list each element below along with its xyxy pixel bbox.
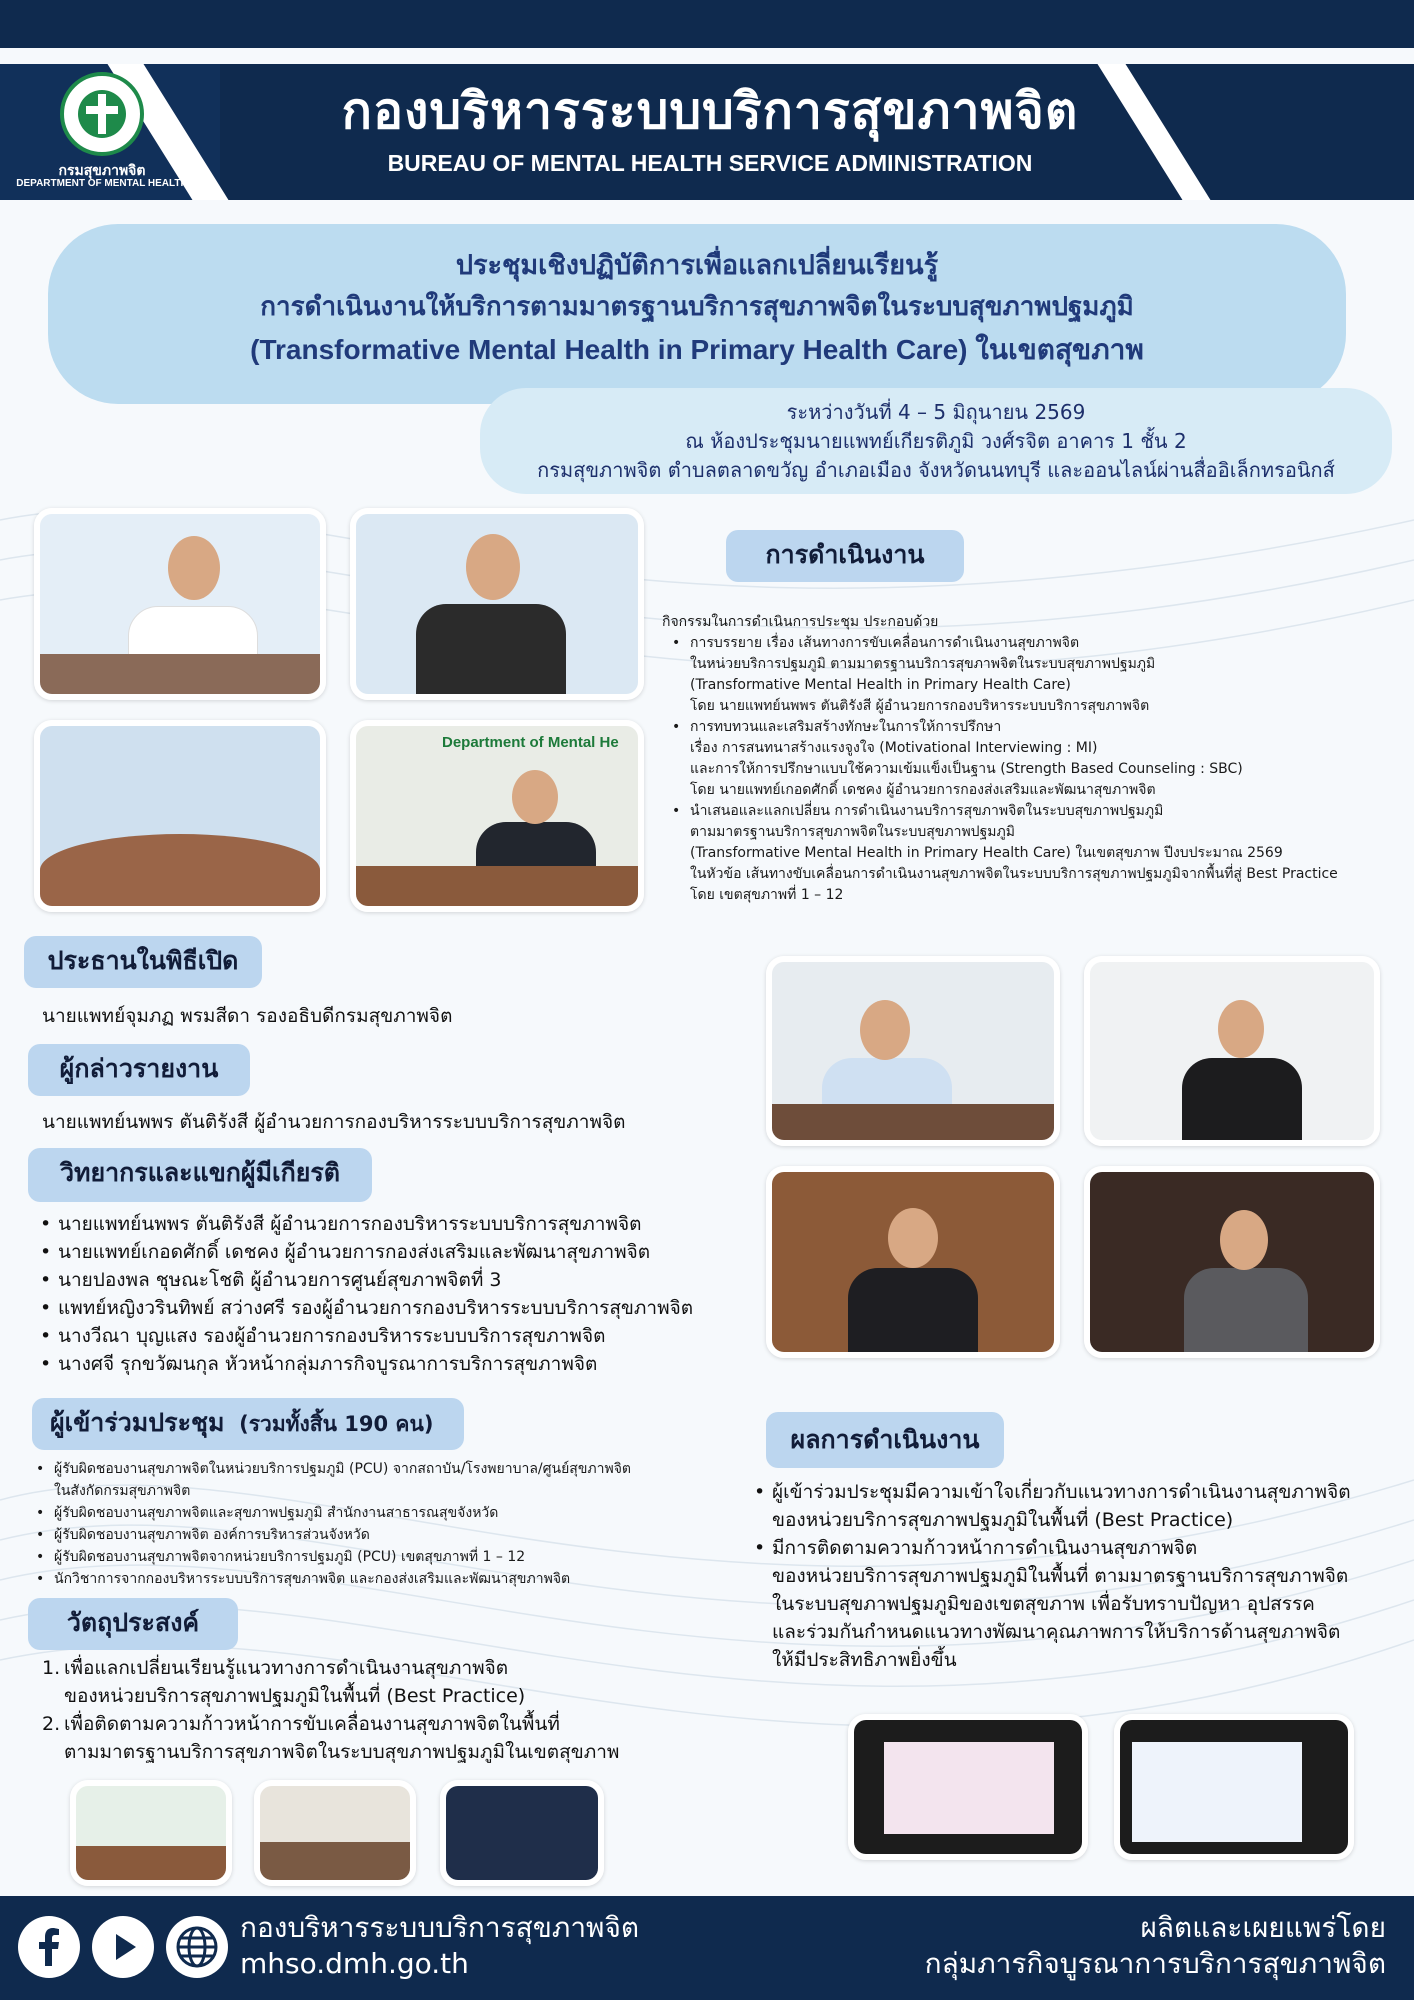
photo-speaker-2 [1084,956,1380,1146]
photo-online-slide-2 [1114,1714,1354,1860]
photo-director [350,508,644,700]
photo-bottom-meeting [70,1780,232,1886]
participant-item: • นักวิชาการจากกองบริหารระบบบริการสุขภาพจิต และกองส่งเสริมและพัฒนาสุขภาพจิต [34,1568,734,1590]
logo-label-en: DEPARTMENT OF MENTAL HEALTH [16,178,188,189]
globe-icon[interactable] [166,1916,228,1978]
logo-label-th: กรมสุขภาพจิต [58,163,146,179]
photo-speaker-3 [766,1166,1060,1358]
participant-item: • ผู้รับผิดชอบงานสุขภาพจิตจากหน่วยบริการปฐมภูมิ (PCU) เขตสุขภาพที่ 1 – 12 [34,1546,734,1568]
participants-list [34,1458,734,1590]
event-venue: ณ ห้องประชุมนายแพทย์เกียรติภูมิ วงศ์รจิต อาคาร 1 ชั้น 2 [685,429,1187,453]
meeting-title-line1: ประชุมเชิงปฏิบัติการเพื่อแลกเปลี่ยนเรียนรู้ [455,250,939,281]
operations-item: • การทบทวนและเสริมสร้างทักษะในการให้การปรึกษา เรื่อง การสนทนาสร้างแรงจูงใจ (Motivational Interviewing : MI) และการให้การปรึกษาแบบใช้ความเข้มแข็งเป็นฐาน (Strength Based Counseling : SBC) โดย นายแพทย์เกอดศักดิ์ เดชคง ผู้อำนวยการกองส่งเสริมและพัฒนาสุขภาพจิต [670,717,1402,801]
participant-item: • ผู้รับผิดชอบงานสุขภาพจิต องค์การบริหารส่วนจังหวัด [34,1524,734,1546]
photo-bottom-online [440,1780,604,1886]
photo-meeting-room [34,720,326,912]
speaker-item: • นางศจี รุกขวัฒนกุล หัวหน้ากลุ่มภารกิจบูรณาการบริการสุขภาพจิต [38,1350,778,1378]
event-date: ระหว่างวันที่ 4 – 5 มิถุนายน 2569 [786,400,1086,424]
meeting-title-line2: การดำเนินงานให้บริการตามมาตรฐานบริการสุขภาพจิตในระบบสุขภาพปฐมภูมิ [260,292,1134,322]
objectives-heading: วัตถุประสงค์ [28,1598,238,1650]
operations-item: • นำเสนอและแลกเปลี่ยน การดำเนินงานบริการสุขภาพจิตในระบบสุขภาพปฐมภูมิ ตามมาตรฐานบริการสุขภาพจิตในระบบสุขภาพปฐมภูมิ (Transformative Mental Health in Primary Health Care) ในเขตสุขภาพ ปีงบประมาณ 2569 ในหัวข้อ เส้นทางขับเคลื่อนการดำเนินงานสุขภาพจิตในระบบบริการสุขภาพปฐมภูมิจากพื้นที่สู่ Best Practice โดย เขตสุขภาพที่ 1 – 12 [670,801,1402,906]
chair-heading: ประธานในพิธีเปิด [24,936,262,988]
participants-total: (รวมทั้งสิ้น 190 คน) [239,1412,434,1436]
footer [0,1896,1414,2000]
photo-chairman [34,508,326,700]
dmh-logo-icon [60,72,144,156]
facebook-icon[interactable] [18,1916,80,1978]
top-band [0,0,1414,48]
bureau-title-th: กองบริหารระบบบริการสุขภาพจิต [341,82,1079,140]
participants-heading [32,1398,464,1450]
footer-group: กลุ่มภารกิจบูรณาการบริการสุขภาพจิต [924,1947,1386,1980]
results-heading: ผลการดำเนินงาน [766,1412,1004,1468]
chair-name: นายแพทย์จุมภฏ พรมสีดา รองอธิบดีกรมสุขภาพจิต [42,1005,453,1027]
speaker-item: • นายแพทย์เกอดศักดิ์ เดชคง ผู้อำนวยการกองส่งเสริมและพัฒนาสุขภาพจิต [38,1238,778,1266]
photo-speaker-1 [766,956,1060,1146]
participants-heading-label: ผู้เข้าร่วมประชุม [50,1408,225,1437]
speaker-item: • นางวีณา บุญแสง รองผู้อำนวยการกองบริหารระบบบริการสุขภาพจิต [38,1322,778,1350]
operations-intro: กิจกรรมในการดำเนินการประชุม ประกอบด้วย [662,614,939,630]
objective-item: 2. เพื่อติดตามความก้าวหน้าการขับเคลื่อนงานสุขภาพจิตในพื้นที่ ตามมาตรฐานบริการสุขภาพจิตในระบบสุขภาพปฐมภูมิในเขตสุขภาพ [42,1713,620,1763]
operations-heading: การดำเนินงาน [726,530,964,582]
footer-produced-by: ผลิตและเผยแพร่โดย [1140,1911,1386,1944]
bureau-title-en: BUREAU OF MENTAL HEALTH SERVICE ADMINISTRATION [387,150,1033,176]
result-item: • ผู้เข้าร่วมประชุมมีความเข้าใจเกี่ยวกับแนวทางการดำเนินงานสุขภาพจิต ของหน่วยบริการสุขภาพปฐมภูมิในพื้นที่ (Best Practice) [752,1478,1392,1534]
participant-item: • ผู้รับผิดชอบงานสุขภาพจิตและสุขภาพปฐมภูมิ สำนักงานสาธารณสุขจังหวัด [34,1502,734,1524]
objectives-list [42,1654,742,1766]
meeting-title-box [48,224,1346,404]
dmh-sign-text: Department of Mental He [442,734,619,751]
speaker-item: • นายแพทย์นพพร ตันติรังสี ผู้อำนวยการกองบริหารระบบบริการสุขภาพจิต [38,1210,778,1238]
photo-speaker-4 [1084,1166,1380,1358]
youtube-icon[interactable] [92,1916,154,1978]
speaker-item: • นายปองพล ชุษณะโชติ ผู้อำนวยการศูนย์สุขภาพจิตที่ 3 [38,1266,778,1294]
footer-org: กองบริหารระบบบริการสุขภาพจิต [240,1911,640,1944]
event-details-box [480,388,1392,494]
photo-dmh-official [350,720,644,912]
operations-content [662,612,1402,906]
reporter-heading: ผู้กล่าวรายงาน [28,1044,250,1096]
meeting-title-line3: (Transformative Mental Health in Primary Health Care) ในเขตสุขภาพ [250,334,1144,365]
result-item: • มีการติดตามความก้าวหน้าการดำเนินงานสุขภาพจิต ของหน่วยบริการสุขภาพปฐมภูมิในพื้นที่ ตามมาตรฐานบริการสุขภาพจิต ในระบบสุขภาพปฐมภูมิของเขตสุขภาพ เพื่อรับทราบปัญหา อุปสรรค และร่วมกันกำหนดแนวทางพัฒนาคุณภาพการให้บริการด้านสุขภาพจิต ให้มีประสิทธิภาพยิ่งขึ้น [752,1534,1392,1674]
header-banner [0,64,1414,200]
event-place: กรมสุขภาพจิต ตำบลตลาดขวัญ อำเภอเมือง จังหวัดนนทบุรี และออนไลน์ผ่านสื่ออิเล็กทรอนิกส์ [537,458,1335,482]
speakers-list [38,1210,778,1378]
speaker-item: • แพทย์หญิงวรินทิพย์ สว่างศรี รองผู้อำนวยการกองบริหารระบบบริการสุขภาพจิต [38,1294,778,1322]
speakers-heading: วิทยากรและแขกผู้มีเกียรติ [28,1148,372,1202]
reporter-name: นายแพทย์นพพร ตันติรังสี ผู้อำนวยการกองบริหารระบบบริการสุขภาพจิต [42,1111,626,1133]
participant-item: • ผู้รับผิดชอบงานสุขภาพจิตในหน่วยบริการปฐมภูมิ (PCU) จากสถาบัน/โรงพยาบาล/ศูนย์สุขภาพจิต ในสังกัดกรมสุขภาพจิต [34,1458,734,1502]
photo-online-slide-1 [848,1714,1088,1860]
footer-url[interactable]: mhso.dmh.go.th [240,1947,469,1980]
operations-item: • การบรรยาย เรื่อง เส้นทางการขับเคลื่อนการดำเนินงานสุขภาพจิต ในหน่วยบริการปฐมภูมิ ตามมาตรฐานบริการสุขภาพจิตในระบบสุขภาพปฐมภูมิ (Transformative Mental Health in Primary Health Care) โดย นายแพทย์นพพร ตันติรังสี ผู้อำนวยการกองบริหารระบบบริการสุขภาพจิต [670,633,1402,717]
results-list [752,1478,1392,1674]
photo-bottom-participants [254,1780,416,1886]
objective-item: 1. เพื่อแลกเปลี่ยนเรียนรู้แนวทางการดำเนินงานสุขภาพจิต ของหน่วยบริการสุขภาพปฐมภูมิในพื้นที่ (Best Practice) [42,1657,526,1707]
